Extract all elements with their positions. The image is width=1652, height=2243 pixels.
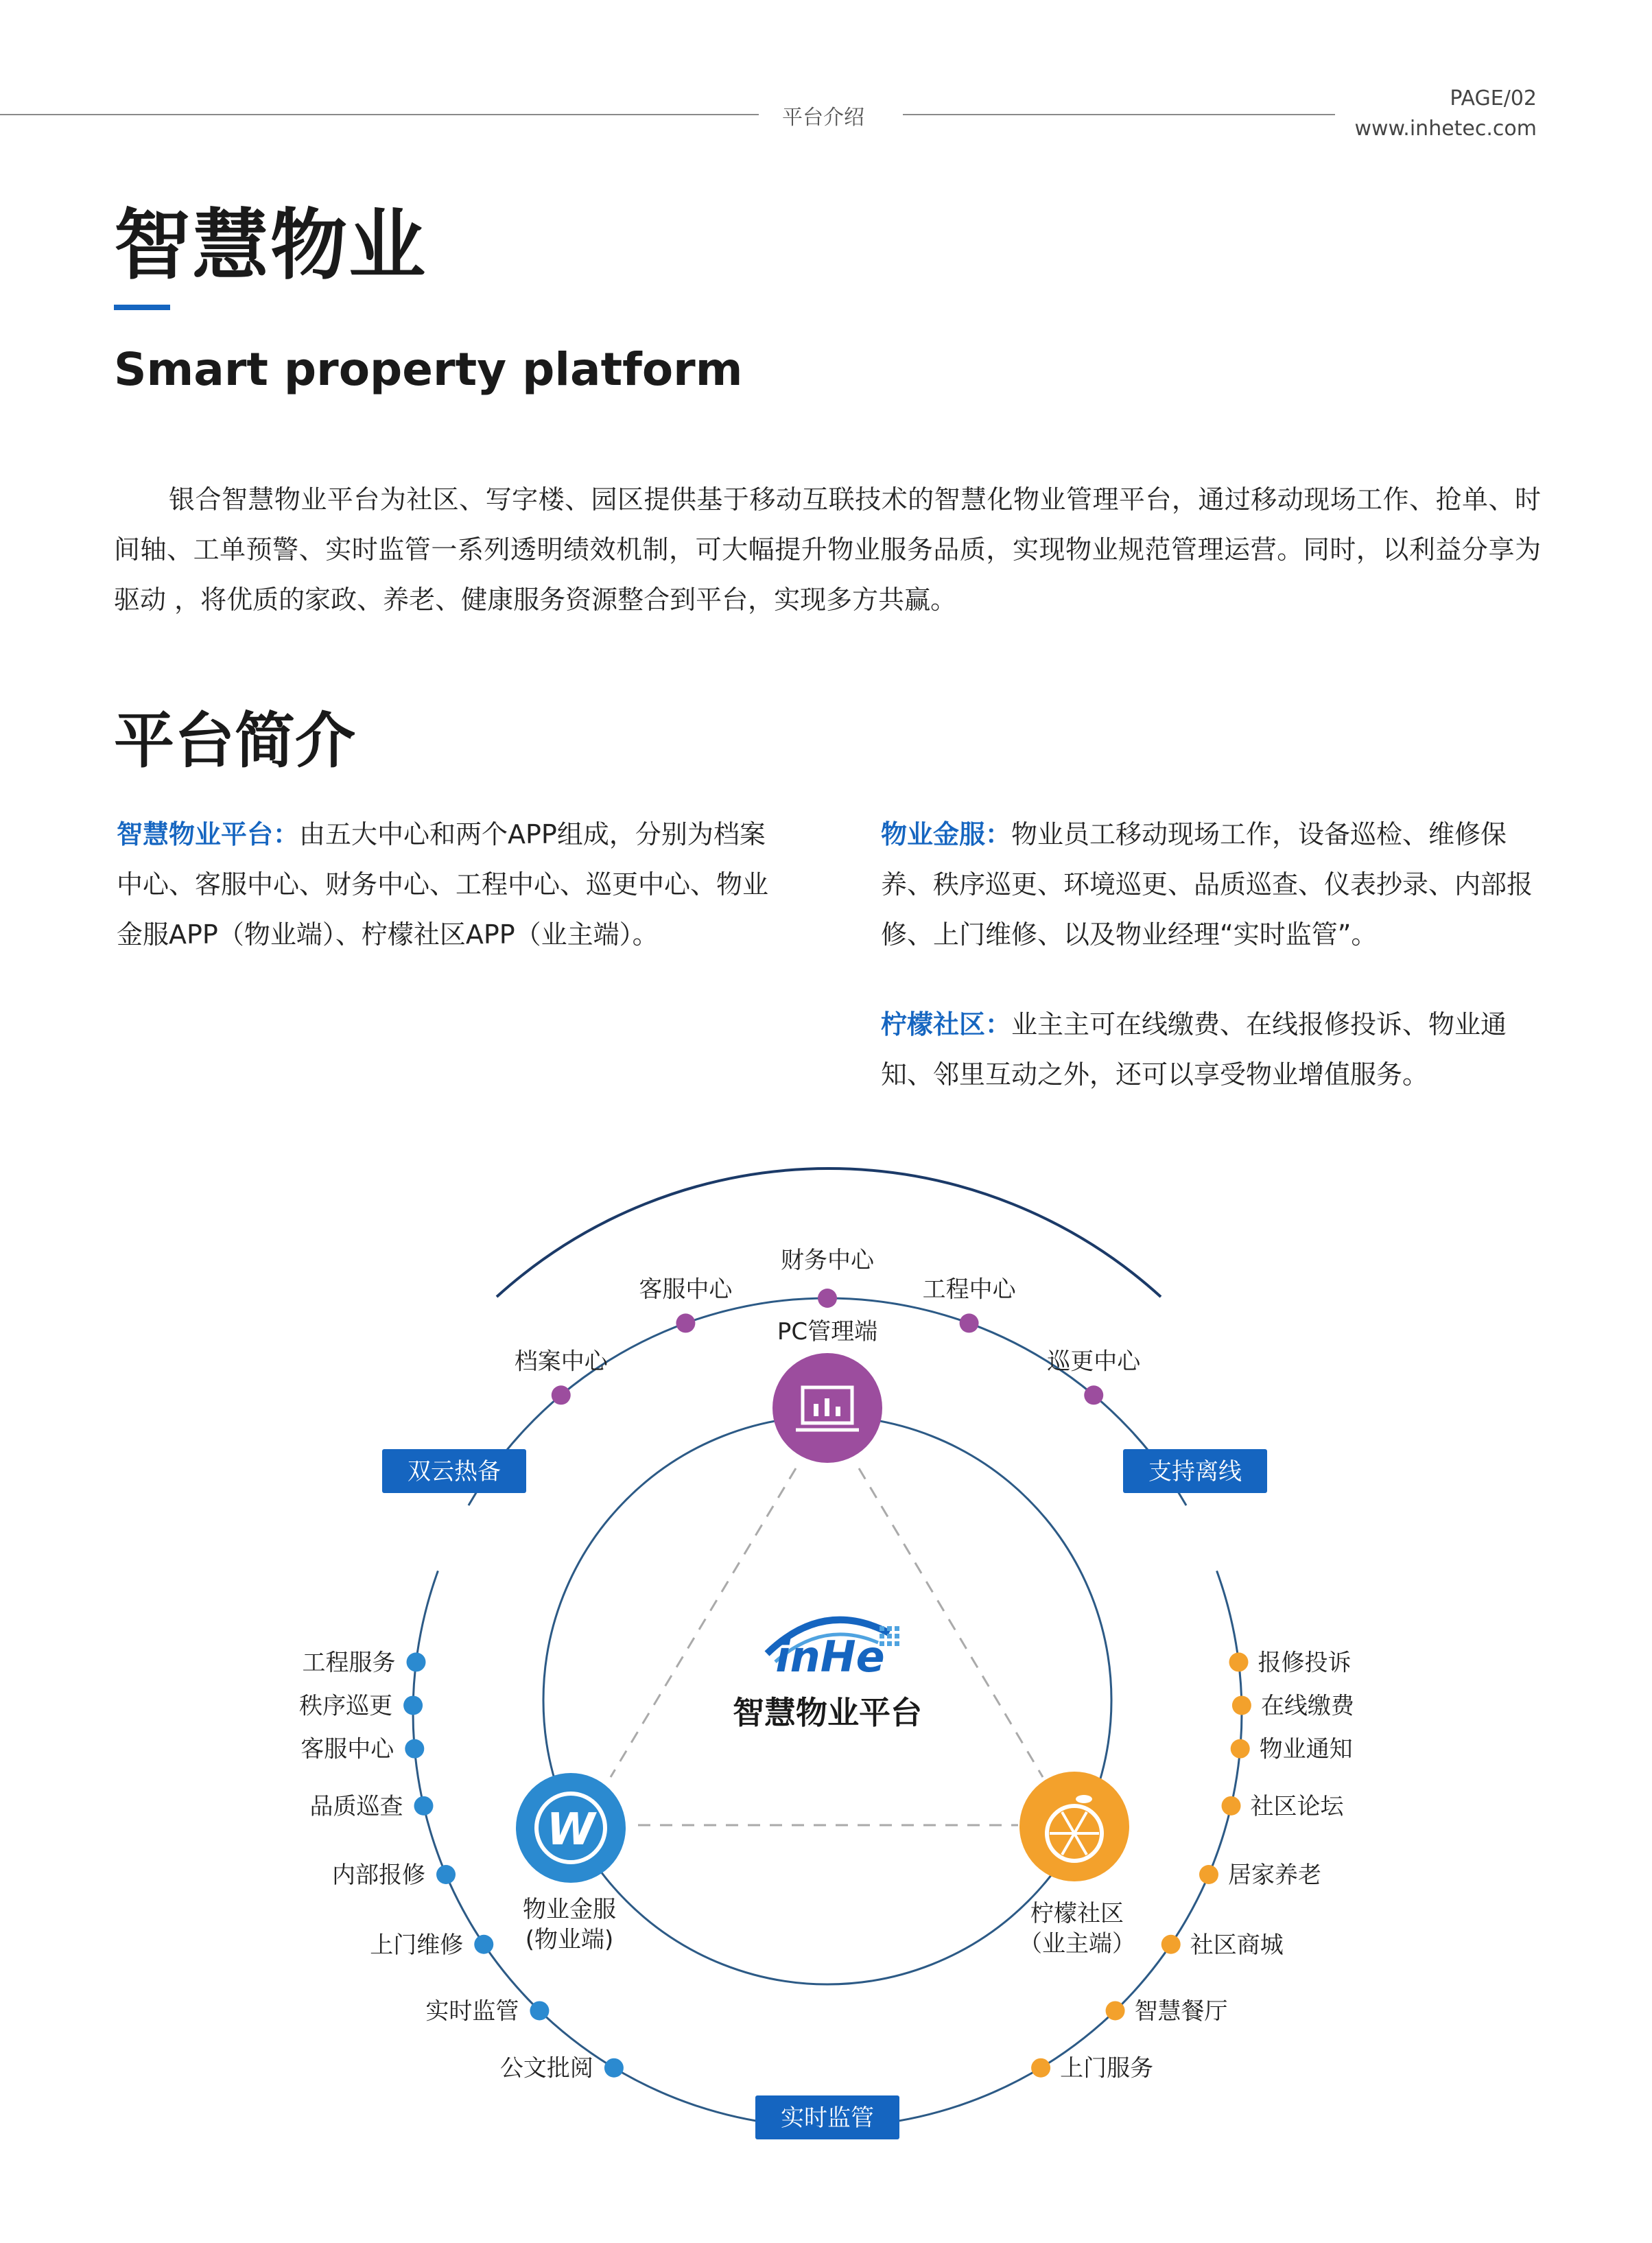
right-item-label: 居家养老 bbox=[1227, 1862, 1321, 1890]
left-item-dot bbox=[474, 1935, 493, 1954]
brand-logo-pixel bbox=[895, 1634, 899, 1639]
top-item-label: 客服中心 bbox=[639, 1276, 733, 1304]
top-item-label: 工程中心 bbox=[922, 1276, 1016, 1304]
left-item-dot bbox=[403, 1695, 423, 1715]
property-app-label: 物业金服 bbox=[523, 1896, 616, 1923]
left-item-label: 公文批阅 bbox=[499, 2054, 593, 2082]
lemon-app-label: 柠檬社区 bbox=[1030, 1900, 1124, 1927]
top-outer-arc bbox=[497, 1169, 1161, 1297]
top-item-dot bbox=[1084, 1385, 1103, 1405]
right-item-dot bbox=[1232, 1695, 1251, 1715]
right-item-label: 上门服务 bbox=[1060, 2054, 1154, 2082]
right-item-label: 社区商城 bbox=[1190, 1931, 1284, 1959]
section-title: 平台简介 bbox=[114, 705, 356, 776]
left-item-dot bbox=[405, 1739, 424, 1759]
brand-logo-pixel bbox=[887, 1641, 892, 1646]
right-item-dot bbox=[1229, 1652, 1248, 1671]
top-item-dot bbox=[676, 1313, 695, 1332]
left-item-dot bbox=[530, 2001, 549, 2020]
right-item-dot bbox=[1161, 1935, 1181, 1954]
left-item-label: 内部报修 bbox=[332, 1862, 426, 1890]
property-app-icon-letter: W bbox=[546, 1805, 595, 1855]
top-item-label: 档案中心 bbox=[514, 1348, 608, 1376]
property-app-sublabel: (物业端) bbox=[525, 1926, 614, 1953]
left-text: 由五大中心和两个APP组成，分别为档案中心、客服中心、财务中心、工程中心、巡更中心、物业金服APP（物业端）、柠檬社区APP（业主端）。 bbox=[117, 819, 769, 950]
right-item-dot bbox=[1106, 2001, 1125, 2020]
page-subtitle: Smart property platform bbox=[114, 343, 743, 396]
right-text-2: 业主主可在线缴费、在线报修投诉、物业通知、邻里互动之外，还可以享受物业增值服务。 bbox=[881, 1009, 1507, 1090]
right-keyword-2: 柠檬社区： bbox=[881, 1009, 1012, 1040]
top-item-dot bbox=[960, 1313, 979, 1332]
right-item-label: 物业通知 bbox=[1259, 1735, 1353, 1763]
left-item-dot bbox=[414, 1796, 433, 1816]
page-title: 智慧物业 bbox=[114, 201, 427, 290]
brand-logo-text: inHe bbox=[775, 1632, 885, 1682]
right-keyword-1: 物业金服： bbox=[881, 819, 1012, 849]
left-item-label: 秩序巡更 bbox=[299, 1692, 393, 1720]
pc-icon-bar bbox=[814, 1404, 818, 1416]
intro-paragraph: 银合智慧物业平台为社区、写字楼、园区提供基于移动互联技术的智慧化物业管理平台，通过移动现场工作、抢单、时间轴、工单预警、实时监管一系列透明绩效机制，可大幅提升物业服务品质，实现物业规范管理运营。同时，以利益分享为驱动 ，将优质的家政、养老、健康服务资源整合到平台，实现多方共赢。 bbox=[114, 484, 1541, 615]
right-item-label: 报修投诉 bbox=[1258, 1649, 1352, 1677]
header-section-label: 平台介绍 bbox=[782, 106, 864, 130]
left-item-dot bbox=[407, 1652, 426, 1671]
left-item-label: 实时监管 bbox=[425, 1997, 519, 2025]
lemon-app-node bbox=[1019, 1772, 1129, 1881]
right-item-dot bbox=[1031, 2058, 1050, 2078]
pc-icon-bar bbox=[836, 1407, 840, 1416]
top-item-dot bbox=[818, 1289, 837, 1308]
center-platform-title: 智慧物业平台 bbox=[733, 1694, 922, 1731]
right-item-label: 社区论坛 bbox=[1250, 1792, 1344, 1820]
left-item-label: 客服中心 bbox=[300, 1735, 394, 1763]
right-text-1: 物业员工移动现场工作，设备巡检、维修保养、秩序巡更、环境巡更、品质巡查、仪表抄录、内部报修、上门维修、以及物业经理“实时监管”。 bbox=[881, 819, 1533, 950]
brand-logo-pixel bbox=[895, 1626, 899, 1631]
lemon-app-sublabel: （业主端） bbox=[1019, 1930, 1135, 1958]
website-url: www.inhetec.com bbox=[1354, 117, 1537, 141]
top-item-dot bbox=[552, 1385, 571, 1405]
right-item-dot bbox=[1222, 1796, 1241, 1816]
tag-right-label: 支持离线 bbox=[1148, 1458, 1242, 1485]
brand-logo-pixel bbox=[887, 1634, 892, 1639]
left-keyword: 智慧物业平台： bbox=[117, 819, 300, 849]
page-number: PAGE/02 bbox=[1450, 86, 1537, 110]
right-item-label: 在线缴费 bbox=[1260, 1692, 1354, 1720]
right-item-label: 智慧餐厅 bbox=[1134, 1997, 1228, 2025]
left-item-dot bbox=[604, 2058, 624, 2078]
left-item-label: 品质巡查 bbox=[309, 1792, 403, 1820]
brand-logo-pixel bbox=[895, 1641, 899, 1646]
lemon-icon-leaf bbox=[1076, 1795, 1092, 1803]
tag-left-label: 双云热备 bbox=[408, 1458, 501, 1485]
pc-label: PC管理端 bbox=[777, 1318, 878, 1346]
top-item-label: 巡更中心 bbox=[1047, 1348, 1141, 1376]
top-item-label: 财务中心 bbox=[781, 1247, 874, 1274]
left-item-label: 工程服务 bbox=[302, 1649, 396, 1677]
left-item-label: 上门维修 bbox=[370, 1931, 464, 1959]
right-item-dot bbox=[1199, 1865, 1218, 1884]
left-item-dot bbox=[436, 1865, 456, 1884]
right-item-dot bbox=[1231, 1739, 1250, 1759]
pc-icon-bar bbox=[825, 1398, 829, 1416]
brand-logo-pixel bbox=[887, 1626, 892, 1631]
brand-logo-pixel bbox=[880, 1626, 884, 1631]
tag-bottom-label: 实时监管 bbox=[781, 2104, 874, 2132]
